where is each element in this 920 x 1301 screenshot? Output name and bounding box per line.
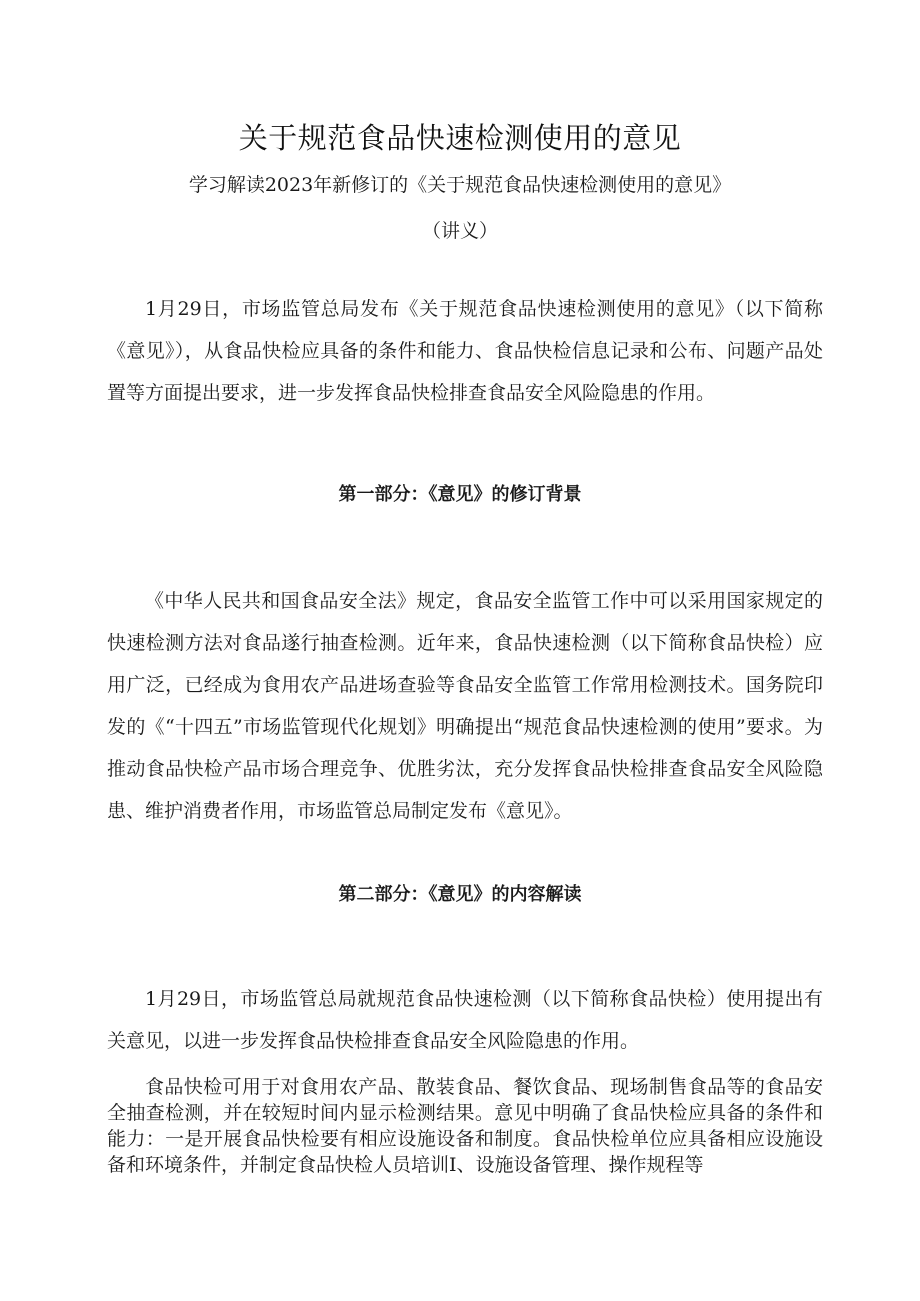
- document-title: 关于规范食品快速检测使用的意见: [238, 121, 682, 155]
- document-subtitle: 学习解读2023年新修订的《关于规范食品快速检测使用的意见》: [188, 174, 732, 196]
- section-2-paragraph-1: 1月29日，市场监管总局就规范食品快速检测（以下简称食品快检）使用提出有关意见，以进一步发挥食品快检排查食品安全风险隐患的作用。: [107, 988, 823, 1052]
- lecture-note: （讲义）: [421, 220, 498, 242]
- intro-paragraph: 1月29日，市场监管总局发布《关于规范食品快速检测使用的意见》（以下简称《意见》），从食品快检应具备的条件和能力、食品快检信息记录和公布、问题产品处置等方面提出要求，进一步发挥食品快检排查食品安全风险隐患的作用。: [107, 298, 823, 404]
- section-heading-1: 第一部分：《意见》的修订背景: [338, 484, 582, 505]
- section-heading-2: 第二部分：《意见》的内容解读: [338, 884, 582, 905]
- section-1-paragraph: 《中华人民共和国食品安全法》规定，食品安全监管工作中可以采用国家规定的快速检测方法对食品遂行抽查检测。近年来，食品快速检测（以下简称食品快检）应用广泛，已经成为食用农产品进场查验等食品安全监管工作常用检测技术。国务院印发的《“十四五”市场监管现代化规划》明确提出“规范食品快速检测的使用”要求。为推动食品快检产品市场合理竞争、优胜劣汰，充分发挥食品快检排查食品安全风险隐患、维护消费者作用，市场监管总局制定发布《意见》。: [107, 590, 823, 822]
- section-2-paragraph-2: 食品快检可用于对食用农产品、散装食品、餐饮食品、现场制售食品等的食品安全抽查检测，并在较短时间内显示检测结果。意见中明确了食品快检应具备的条件和能力：一是开展食品快检要有相应设施设备和制度。食品快检单位应具备相应设施设备和环境条件，并制定食品快检人员培训I、设施设备管理、操作规程等: [107, 1076, 823, 1176]
